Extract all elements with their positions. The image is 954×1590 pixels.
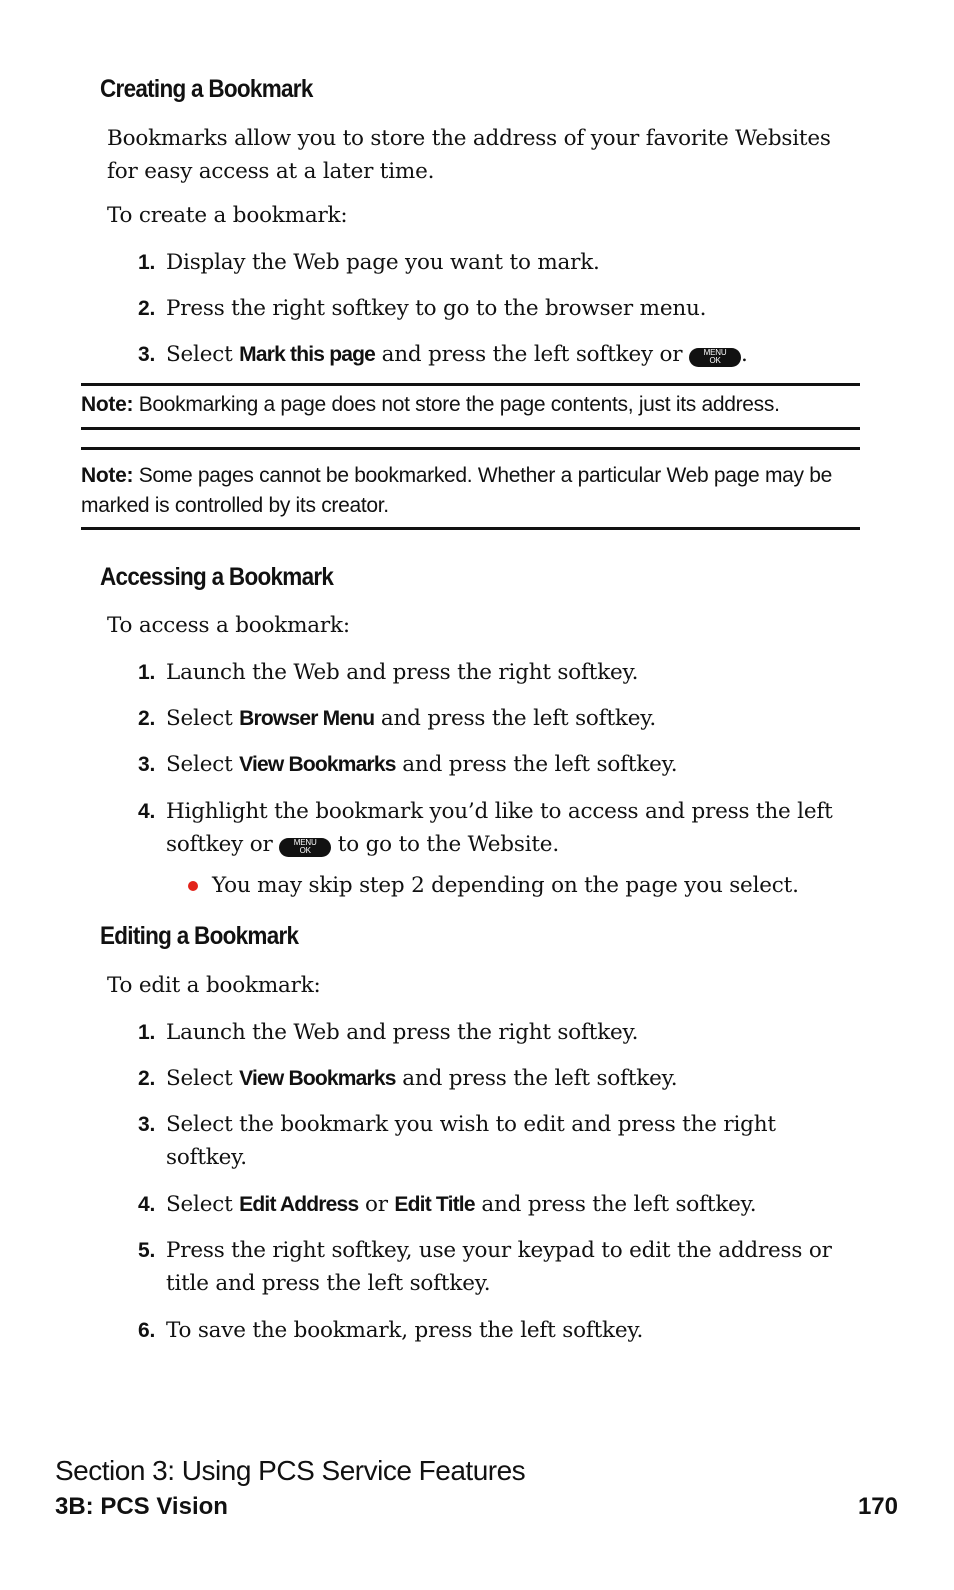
- step-text-post: to go to the Website.: [331, 832, 559, 857]
- step-text: [166, 795, 838, 861]
- menu-option-edit-title: Edit Title: [394, 1193, 475, 1216]
- step-text: [166, 1188, 838, 1221]
- note-rule-bottom: [81, 527, 860, 530]
- step-number: 6.: [138, 1319, 156, 1342]
- note-cannot-bookmark: [81, 461, 860, 521]
- editing-step-6: [138, 1314, 838, 1347]
- creating-intro: Bookmarks allow you to store the address of your favorite Websites for easy access at a later time.: [107, 126, 831, 184]
- accessing-step-1: [138, 656, 838, 689]
- bullet-text: You may skip step 2 depending on the page you select.: [212, 873, 799, 898]
- step-number: 3.: [138, 1113, 156, 1136]
- step-text-pre: Select: [166, 1192, 240, 1217]
- step-text-mid: or: [358, 1192, 395, 1217]
- step-text-pre: Select: [166, 706, 240, 731]
- editing-step-1: [138, 1016, 838, 1049]
- editing-lead: To edit a bookmark:: [107, 973, 321, 998]
- step-text: [166, 702, 838, 735]
- section-heading-creating: Creating a Bookmark: [100, 75, 313, 103]
- menu-option-view-bookmarks: View Bookmarks: [239, 753, 396, 776]
- step-text-post: and press the left softkey.: [474, 1192, 757, 1217]
- step-number: 5.: [138, 1239, 156, 1262]
- step-text: To save the bookmark, press the left softkey.: [166, 1318, 644, 1343]
- menu-ok-key-icon: [279, 838, 331, 857]
- step-text-post: and press the left softkey.: [374, 706, 656, 731]
- step-text-post: and press the left softkey or: [375, 342, 690, 367]
- step-text: [166, 338, 838, 371]
- step-text: Press the right softkey, use your keypad to edit the address or title and press the left softkey.: [166, 1238, 832, 1296]
- creating-lead: To create a bookmark:: [107, 203, 348, 228]
- accessing-lead: To access a bookmark:: [107, 613, 350, 638]
- bullet-dot-icon: [188, 881, 198, 891]
- creating-step-3: [138, 338, 838, 371]
- note-text: Some pages cannot be bookmarked. Whether a particular Web page may be marked is controlled by its creator.: [81, 464, 833, 517]
- editing-step-5: [138, 1234, 838, 1300]
- step-text: Press the right softkey to go to the browser menu.: [166, 296, 707, 321]
- note-label: Note:: [81, 464, 134, 487]
- step-text: [166, 1062, 838, 1095]
- creating-step-2: [138, 292, 838, 325]
- step-number: 1.: [138, 251, 156, 274]
- footer-section-title: Section 3: Using PCS Service Features: [55, 1455, 526, 1486]
- section-heading-editing: Editing a Bookmark: [100, 922, 299, 950]
- step-number: 3.: [138, 343, 156, 366]
- step-text-pre: Select: [166, 1066, 240, 1091]
- ok-key-label: OK: [299, 846, 311, 855]
- editing-step-2: [138, 1062, 838, 1095]
- step-number: 2.: [138, 297, 156, 320]
- menu-option-browser-menu: Browser Menu: [239, 707, 375, 730]
- step-number: 4.: [138, 800, 156, 823]
- menu-option-view-bookmarks: View Bookmarks: [239, 1067, 396, 1090]
- note-bookmark-contents: [81, 390, 860, 420]
- step-number: 4.: [138, 1193, 156, 1216]
- accessing-step-2: [138, 702, 838, 735]
- step-number: 1.: [138, 1021, 156, 1044]
- step-text-pre: Select: [166, 342, 240, 367]
- note-label: Note:: [81, 393, 134, 416]
- step-text-post: and press the left softkey.: [395, 1066, 678, 1091]
- note-rule-top: [81, 383, 860, 386]
- step-text-post: and press the left softkey.: [395, 752, 678, 777]
- note-rule-bottom: [81, 427, 860, 430]
- accessing-step-4: [138, 795, 838, 861]
- menu-key-label: MENU: [293, 838, 317, 847]
- step-number: 1.: [138, 661, 156, 684]
- step-text: Launch the Web and press the right softkey.: [166, 660, 639, 685]
- step-number: 2.: [138, 1067, 156, 1090]
- creating-step-1: [138, 246, 838, 279]
- page-number: 170: [857, 1493, 898, 1520]
- step-text-pre: Highlight the bookmark you’d like to access and press the left softkey or: [166, 799, 833, 857]
- accessing-step-3: [138, 748, 838, 781]
- footer-subsection: 3B: PCS Vision: [55, 1493, 228, 1520]
- step-text-pre: Select: [166, 752, 240, 777]
- menu-key-label: MENU: [703, 348, 727, 357]
- menu-option-mark-this-page: Mark this page: [239, 343, 376, 366]
- note-rule-top: [81, 447, 860, 450]
- step-text: Display the Web page you want to mark.: [166, 250, 600, 275]
- step-text: Select the bookmark you wish to edit and press the right softkey.: [166, 1112, 776, 1170]
- ok-key-label: OK: [709, 356, 721, 365]
- step-number: 2.: [138, 707, 156, 730]
- editing-step-4: [138, 1188, 838, 1221]
- editing-step-3: [138, 1108, 838, 1174]
- accessing-bullet: [188, 869, 848, 902]
- step-text: Launch the Web and press the right softkey.: [166, 1020, 639, 1045]
- note-text: Bookmarking a page does not store the page contents, just its address.: [133, 393, 780, 416]
- menu-option-edit-address: Edit Address: [239, 1193, 359, 1216]
- step-text-end: .: [741, 342, 748, 367]
- step-number: 3.: [138, 753, 156, 776]
- step-text: [166, 748, 838, 781]
- section-heading-accessing: Accessing a Bookmark: [100, 563, 334, 591]
- menu-ok-key-icon: [689, 348, 741, 367]
